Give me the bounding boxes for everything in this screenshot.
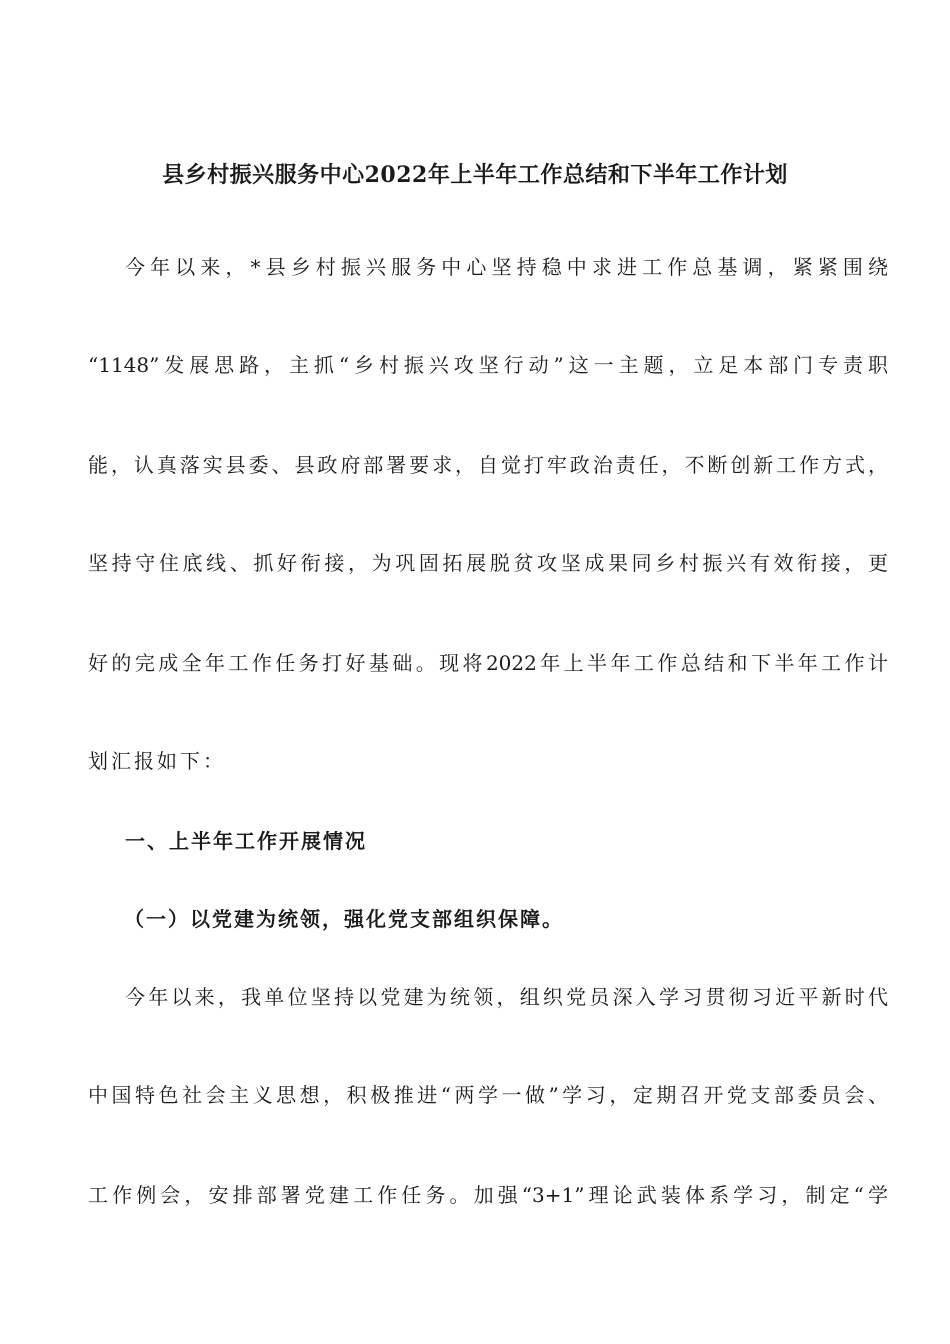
paragraph-line: 坚持守住底线、抓好衔接，为巩固拓展脱贫攻坚成果同乡村振兴有效衔接，更 [88, 551, 888, 575]
paragraph-line: 工作例会，安排部署党建工作任务。加强“3+1”理论武装体系学习，制定“学 [88, 1183, 888, 1207]
paragraph-line: 划汇报如下： [88, 749, 226, 773]
paragraph-line: 今年以来，我单位坚持以党建为统领，组织党员深入学习贯彻习近平新时代 [125, 985, 888, 1009]
section-heading: 一、上半年工作开展情况 [125, 829, 367, 853]
paragraph-line: 中国特色社会主义思想，积极推进“两学一做”学习，定期召开党支部委员会、 [88, 1083, 888, 1107]
document-title: 县乡村振兴服务中心2022年上半年工作总结和下半年工作计划 [162, 162, 788, 188]
paragraph-line: 好的完成全年工作任务打好基础。现将2022年上半年工作总结和下半年工作计 [88, 651, 888, 675]
subsection-heading: （一）以党建为统领，强化党支部组织保障。 [124, 907, 564, 931]
paragraph-line: “1148”发展思路，主抓“乡村振兴攻坚行动”这一主题，立足本部门专责职 [88, 353, 888, 377]
paragraph-line: 能，认真落实县委、县政府部署要求，自觉打牢政治责任，不断创新工作方式， [88, 453, 888, 477]
paragraph-line: 今年以来，*县乡村振兴服务中心坚持稳中求进工作总基调，紧紧围绕 [125, 255, 888, 279]
